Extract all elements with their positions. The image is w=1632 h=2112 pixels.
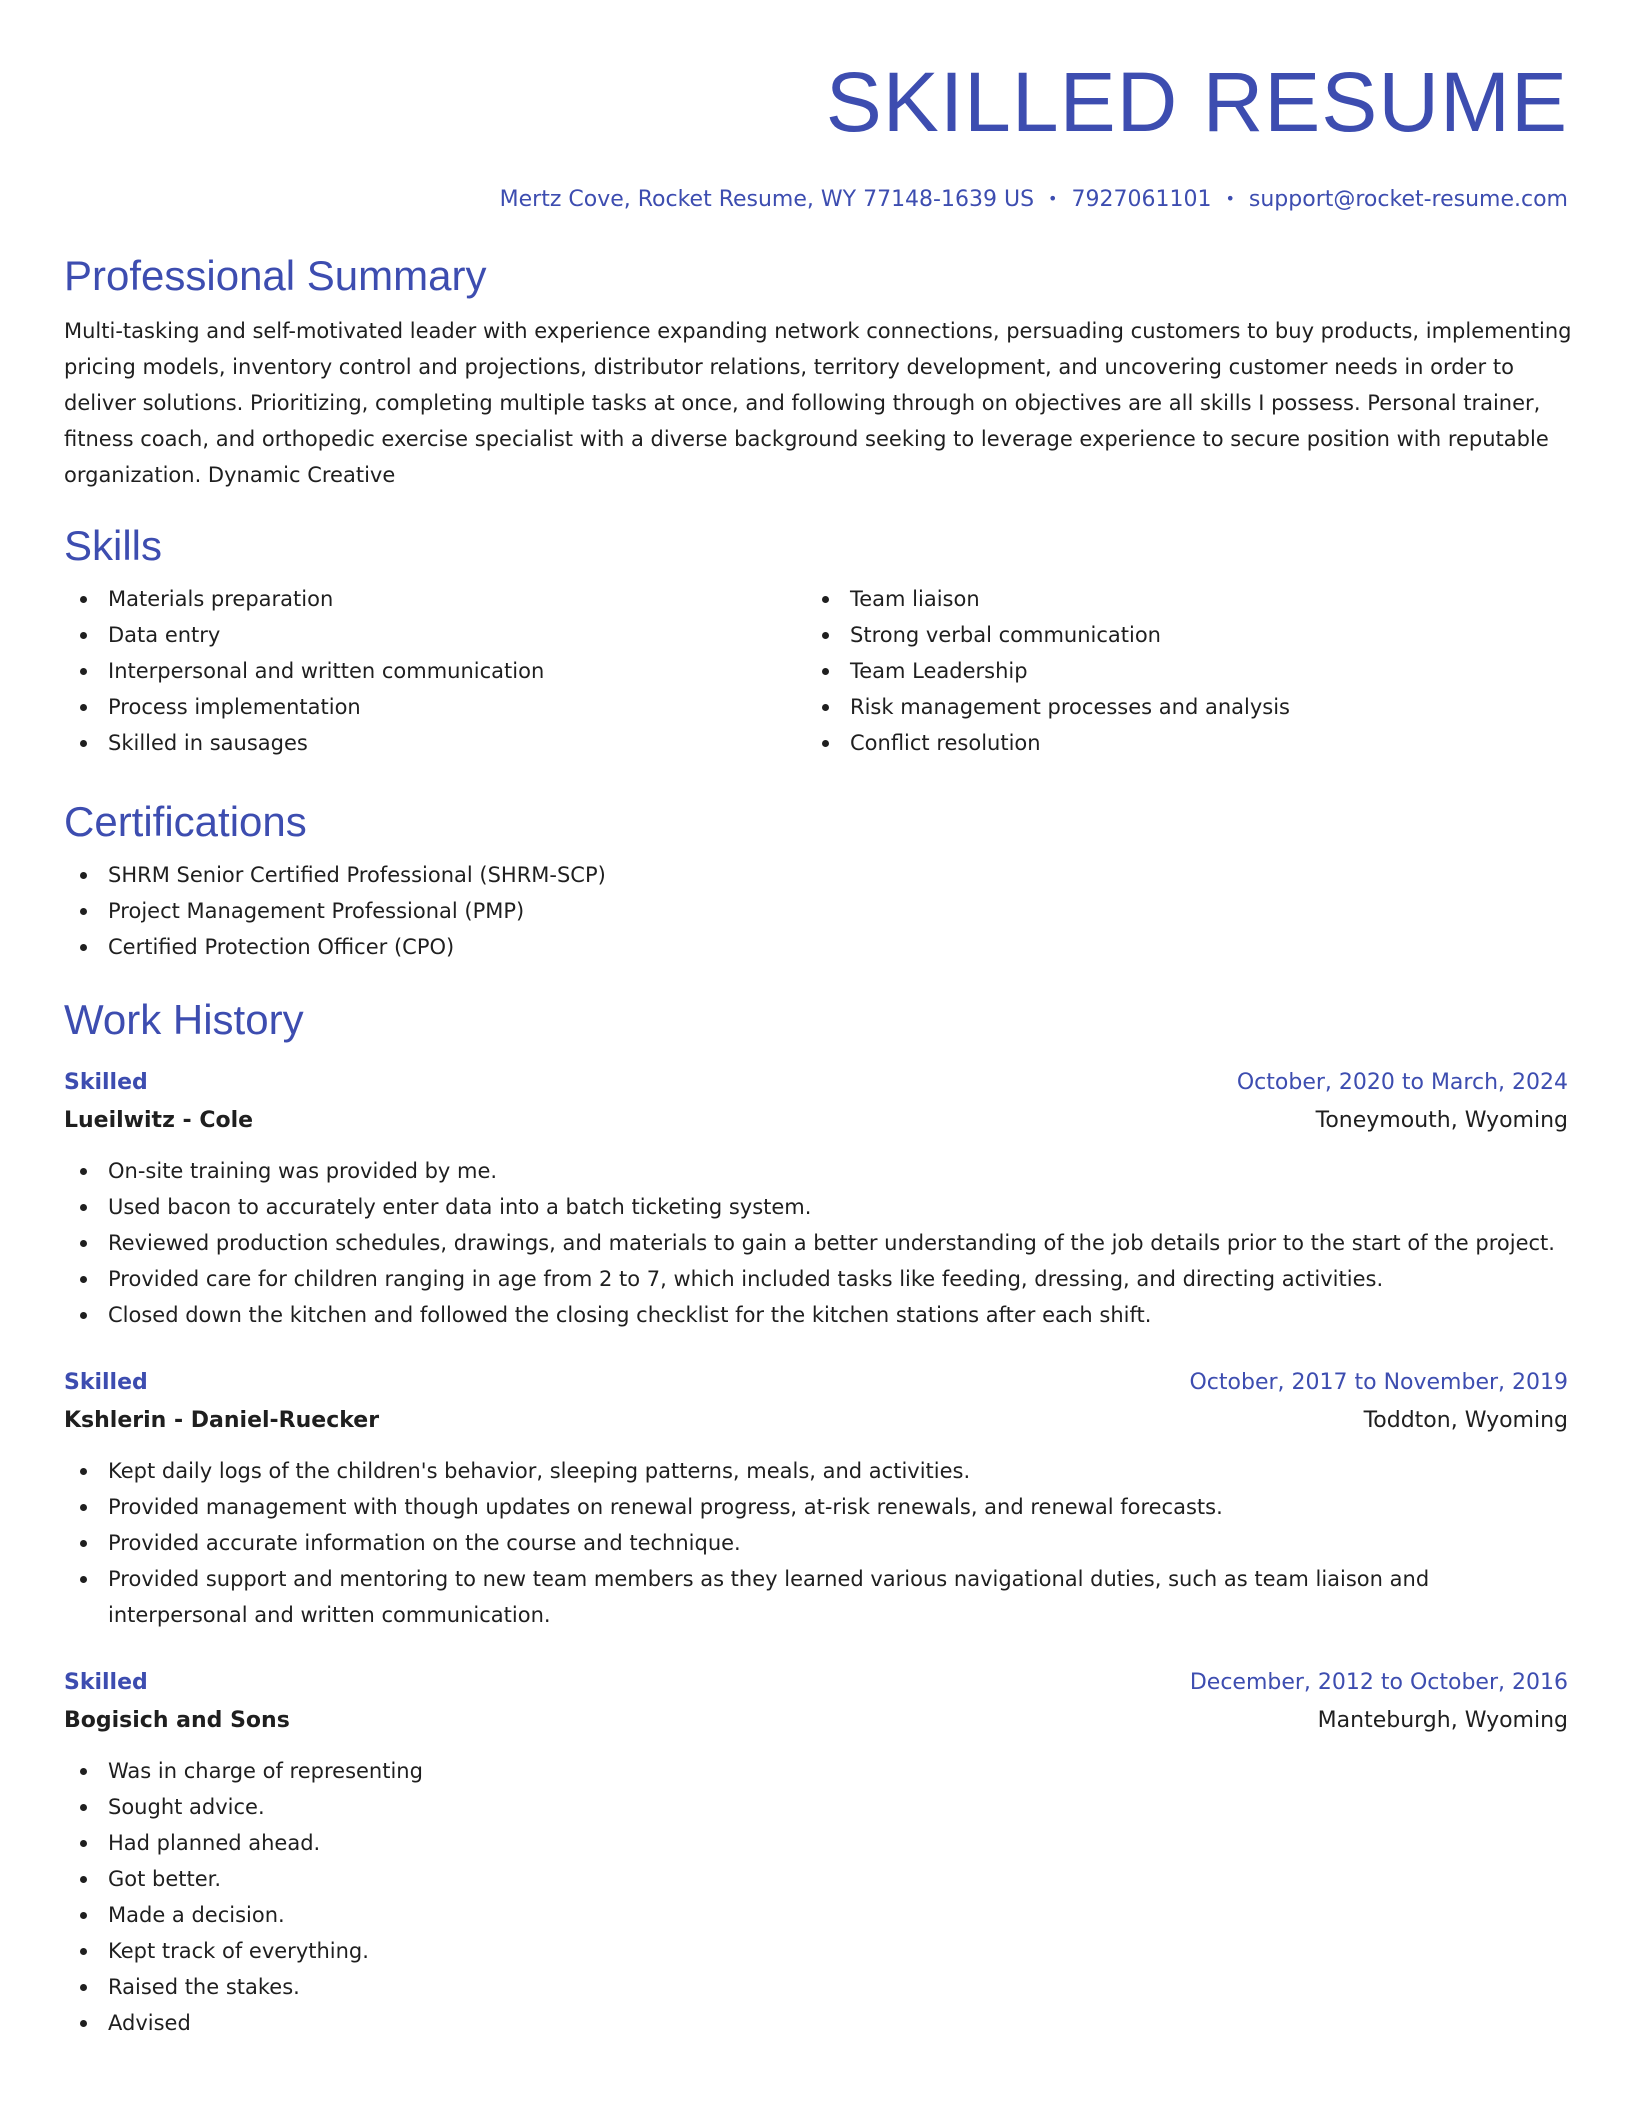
certifications-list [64,857,1568,965]
job-location: Toneymouth, Wyoming [1315,1108,1568,1133]
contact-line [64,184,1568,215]
job-dates: December, 2012 to October, 2016 [1189,1670,1568,1695]
skill-item: Data entry [64,617,806,653]
job-entry [64,1065,1568,1333]
skills-columns [64,581,1568,761]
job-duty: Made a decision. [64,1897,1568,1933]
skill-item: Process implementation [64,689,806,725]
resume-name: SKILLED RESUME [825,55,1568,149]
job-dates: October, 2020 to March, 2024 [1236,1070,1568,1095]
job-duty: Had planned ahead. [64,1825,1568,1861]
summary-text: Multi-tasking and self-motivated leader with experience expanding network connections, persuading customers to buy products, implementing pricing models, inventory control and projections, distributor relations, territory development, and uncovering customer needs in order to deliver solutions. Prioritizing, completing multiple tasks at once, and following through on objectives are all skills I possess. Personal trainer, fitness coach, and orthopedic exercise specialist with a diverse background seeking to leverage experience to secure position with reputable organization. Dynamic Creative [64,319,1572,487]
job-duty: Provided accurate information on the course and technique. [64,1525,1568,1561]
certification-item: SHRM Senior Certified Professional (SHRM-SCP) [64,857,1568,893]
job-entry [64,1665,1568,2041]
summary-heading: Professional Summary [64,252,487,299]
resume-page [64,0,1572,2041]
job-duty: Reviewed production schedules, drawings, and materials to gain a better understanding of the job details prior to the start of the project. [64,1225,1568,1261]
job-duty: Closed down the kitchen and followed the closing checklist for the kitchen stations after each shift. [64,1297,1568,1333]
job-header-row [64,1065,1568,1101]
job-duty: On-site training was provided by me. [64,1153,1568,1189]
certification-item: Certified Protection Officer (CPO) [64,929,1568,965]
contact-separator: • [1048,189,1058,208]
job-duty: Provided management with though updates on renewal progress, at-risk renewals, and renewal forecasts. [64,1489,1568,1525]
certifications-heading: Certifications [64,798,307,845]
job-duty: Kept daily logs of the children's behavior, sleeping patterns, meals, and activities. [64,1453,1568,1489]
job-company-row [64,1401,1568,1441]
job-duties-list [64,1153,1568,1333]
job-duties-list [64,1753,1568,2041]
job-duties-list [64,1453,1568,1633]
job-duty: Kept track of everything. [64,1933,1568,1969]
contact-address: Mertz Cove, Rocket Resume, WY 77148-1639 US [499,187,1035,212]
job-entry [64,1365,1568,1633]
skill-item: Risk management processes and analysis [806,689,1548,725]
skill-item: Team liaison [806,581,1548,617]
skills-heading: Skills [64,522,163,569]
job-company: Bogisich and Sons [64,1708,290,1733]
job-header-row [64,1665,1568,1701]
contact-phone: 7927061101 [1071,187,1212,212]
contact-separator: • [1225,189,1235,208]
job-duty: Raised the stakes. [64,1969,1568,2005]
contact-email[interactable]: support@rocket-resume.com [1248,187,1568,212]
job-company: Lueilwitz - Cole [64,1108,254,1133]
job-title: Skilled [64,1370,148,1395]
job-location: Manteburgh, Wyoming [1317,1708,1568,1733]
job-company: Kshlerin - Daniel-Ruecker [64,1408,380,1433]
job-dates: October, 2017 to November, 2019 [1189,1370,1568,1395]
skill-item: Team Leadership [806,653,1548,689]
job-location: Toddton, Wyoming [1363,1408,1568,1433]
job-company-row [64,1101,1568,1141]
skill-item: Materials preparation [64,581,806,617]
skill-item: Skilled in sausages [64,725,806,761]
job-duty: Advised [64,2005,1568,2041]
skill-item: Conflict resolution [806,725,1548,761]
skills-list-left [64,581,806,761]
job-title: Skilled [64,1670,148,1695]
job-duty: Sought advice. [64,1789,1568,1825]
job-header-row [64,1365,1568,1401]
skill-item: Interpersonal and written communication [64,653,806,689]
job-duty: Provided care for children ranging in age from 2 to 7, which included tasks like feeding, dressing, and directing activities. [64,1261,1568,1297]
job-duty: Used bacon to accurately enter data into a batch ticketing system. [64,1189,1568,1225]
work-history-heading: Work History [64,996,304,1043]
job-duty: Provided support and mentoring to new team members as they learned various navigational duties, such as team liaison and interpersonal and written communication. [64,1561,1568,1633]
job-duty: Got better. [64,1861,1568,1897]
job-title: Skilled [64,1070,148,1095]
job-company-row [64,1701,1568,1741]
job-duty: Was in charge of representing [64,1753,1568,1789]
skills-list-right [806,581,1548,761]
certification-item: Project Management Professional (PMP) [64,893,1568,929]
skill-item: Strong verbal communication [806,617,1548,653]
